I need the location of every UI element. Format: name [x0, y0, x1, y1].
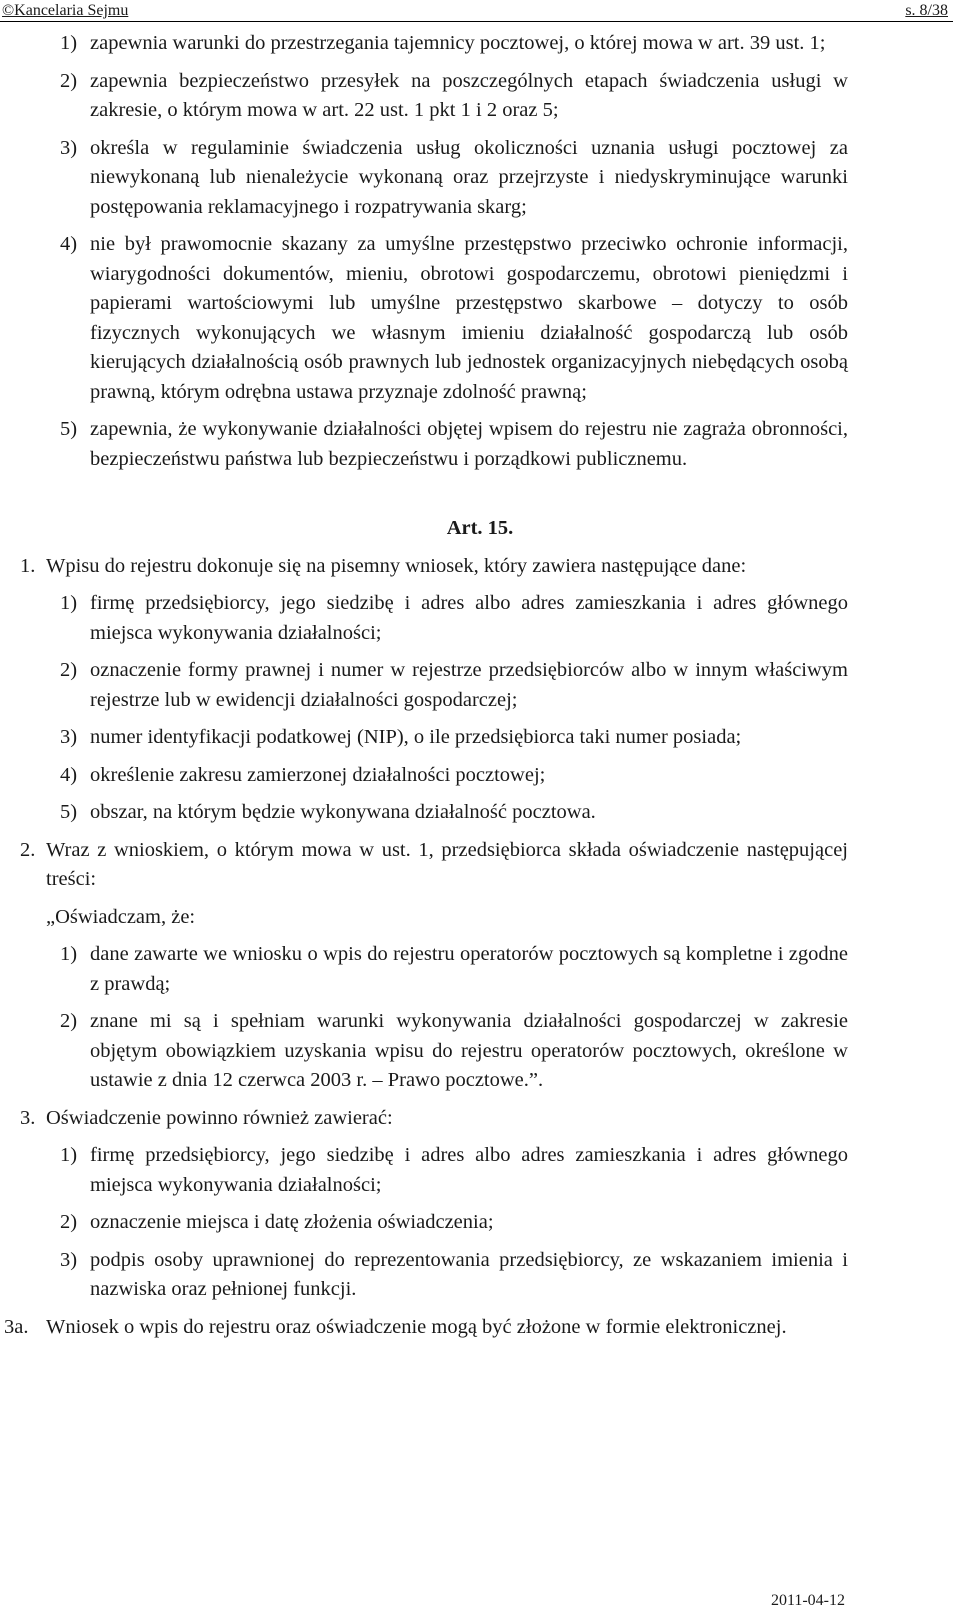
- item-text: firmę przedsiębiorcy, jego siedzibę i adres albo adres zamieszkania i adres głównego miejsca wykonywania działalności;: [90, 592, 848, 644]
- paragraph-item: [0, 1104, 848, 1134]
- document-body: [0, 29, 960, 1350]
- list-item: [0, 1246, 848, 1305]
- list-item: [0, 940, 848, 999]
- list-item: [0, 656, 848, 715]
- header-rule: [0, 21, 953, 22]
- source-link[interactable]: ©Kancelaria Sejmu: [2, 2, 129, 19]
- source-label: [2, 2, 128, 20]
- item-text: podpis osoby uprawnionej do reprezentowania przedsiębiorcy, ze wskazaniem imienia i nazwiska oraz pełnionej funkcji.: [90, 1248, 848, 1300]
- item-number: 1): [60, 943, 78, 965]
- quote-intro: „Oświadczam, że:: [46, 905, 196, 928]
- item-text: zapewnia bezpieczeństwo przesyłek na poszczególnych etapach świadczenia usługi w zakresie, o którym mowa w art. 22 ust. 1 pkt 1 i 2 oraz 5;: [90, 69, 848, 121]
- footer-date: 2011-04-12: [770, 1592, 845, 1609]
- page-number: [905, 2, 948, 20]
- item-text: określa w regulaminie świadczenia usług okoliczności uznania usługi pocztowej za niewykonaną lub nienależycie wykonaną oraz przejrzyste i niedyskryminujące warunki postępowania reklamacyjnego i rozpatrywania skarg;: [90, 136, 848, 218]
- item-number: 1.: [20, 554, 36, 577]
- item-text: znane mi są i spełniam warunki wykonywania działalności gospodarczej w zakresie objętym obowiązkiem uzyskania wpisu do rejestru operatorów pocztowych, określone w ustawie z dnia 12 czerwca 2003 r. – Prawo pocztowe.”.: [90, 1010, 848, 1091]
- item-number: 3): [60, 1248, 78, 1271]
- list-item: [0, 415, 848, 474]
- item-number: 5): [60, 418, 78, 440]
- item-number: 5): [60, 801, 78, 823]
- item-number: 3a.: [4, 1315, 29, 1338]
- list-item: [0, 723, 848, 753]
- item-number: 2): [60, 1211, 78, 1233]
- item-text: firmę przedsiębiorcy, jego siedzibę i adres albo adres zamieszkania i adres głównego miejsca wykonywania działalności;: [90, 1144, 848, 1196]
- paragraph-item: [0, 552, 848, 582]
- item-number: 1): [60, 32, 78, 54]
- item-number: 3): [60, 136, 78, 159]
- list-item: [0, 589, 848, 648]
- item-text: oznaczenie formy prawnej i numer w rejestrze przedsiębiorców albo w innym właściwym rejestrze lub w ewidencji działalności gospodarczej;: [90, 659, 848, 711]
- list-item: [0, 798, 848, 828]
- article-heading: Art. 15.: [446, 517, 514, 539]
- item-text: Wraz z wnioskiem, o którym mowa w ust. 1, przedsiębiorca składa oświadczenie następującej treści:: [46, 838, 848, 890]
- item-number: 2): [60, 659, 78, 681]
- item-text: Wniosek o wpis do rejestru oraz oświadczenie mogą być złożone w formie elektronicznej.: [46, 1315, 787, 1338]
- item-text: określenie zakresu zamierzonej działalności pocztowej;: [90, 763, 546, 786]
- item-text: nie był prawomocnie skazany za umyślne przestępstwo przeciwko ochronie informacji, wiarygodności dokumentów, mieniu, obrotowi gospodarczemu, obrotowi pieniędzmi i papierami wartościowymi lub umyślne przestępstwo skarbowe – dotyczy to osób fizycznych wykonujących we własnym imieniu działalność gospodarczą lub osób kierujących działalnością osób prawnych lub jednostek organizacyjnych niebędących osobą prawną, którym odrębna ustawa przyznaje zdolność prawną;: [90, 233, 848, 403]
- item-number: 4): [60, 763, 78, 786]
- page-header: [0, 0, 960, 30]
- item-text: zapewnia, że wykonywanie działalności objętej wpisem do rejestru nie zagraża obronności, bezpieczeństwu państwa lub bezpieczeństwu i porządkowi publicznemu.: [90, 418, 848, 470]
- page-number-link[interactable]: s. 8/38: [905, 2, 948, 19]
- item-text: Wpisu do rejestru dokonuje się na pisemny wniosek, który zawiera następujące dane:: [46, 554, 747, 577]
- list-item: [0, 1208, 848, 1238]
- list-item: [0, 1007, 848, 1096]
- item-text: numer identyfikacji podatkowej (NIP), o ile przedsiębiorca taki numer posiada;: [90, 726, 742, 748]
- item-text: oznaczenie miejsca i datę złożenia oświadczenia;: [90, 1211, 494, 1233]
- item-text: dane zawarte we wniosku o wpis do rejestru operatorów pocztowych są kompletne i zgodne z prawdą;: [90, 943, 848, 995]
- paragraph-item: [0, 1313, 848, 1343]
- item-number: 2): [60, 1010, 78, 1032]
- list-item: [0, 230, 848, 407]
- item-text: obszar, na którym będzie wykonywana działalność pocztowa.: [90, 801, 596, 823]
- item-text: zapewnia warunki do przestrzegania tajemnicy pocztowej, o której mowa w art. 39 ust. 1;: [90, 32, 826, 54]
- item-number: 3.: [20, 1106, 36, 1129]
- item-number: 1): [60, 592, 78, 614]
- list-item: [0, 761, 848, 791]
- item-number: 2): [60, 69, 78, 92]
- paragraph-item: [0, 836, 848, 895]
- list-item: [0, 67, 848, 126]
- list-item: [0, 1141, 848, 1200]
- list-item: [0, 134, 848, 223]
- item-number: 2.: [20, 838, 36, 861]
- item-text: Oświadczenie powinno również zawierać:: [46, 1106, 393, 1129]
- list-item: [0, 29, 848, 59]
- item-number: 3): [60, 726, 78, 748]
- item-number: 4): [60, 233, 78, 255]
- item-number: 1): [60, 1144, 78, 1166]
